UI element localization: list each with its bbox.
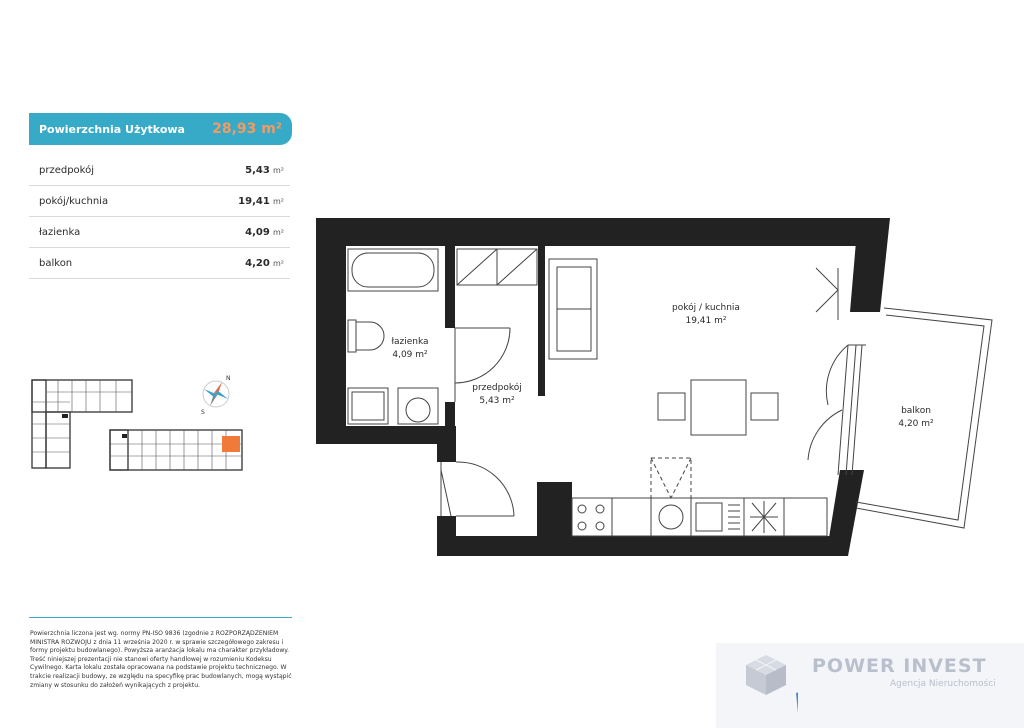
label-name: łazienka — [391, 337, 429, 347]
label-name: pokój / kuchnia — [672, 303, 740, 313]
label-area: 19,41 m² — [685, 316, 727, 326]
washing-machine — [348, 388, 388, 424]
room-name: łazienka — [39, 226, 81, 238]
room-list — [29, 155, 290, 279]
compass-south: S — [201, 409, 205, 416]
sink — [398, 388, 438, 424]
room-area: 5,43 — [245, 164, 270, 176]
power-invest-logo-icon — [734, 649, 798, 721]
room-area: 4,20 — [245, 257, 270, 269]
wardrobe — [457, 249, 537, 285]
usable-area-label: Powierzchnia Użytkowa — [39, 122, 185, 136]
room-row-balcony — [29, 248, 290, 279]
room-name: przedpokój — [39, 164, 95, 176]
bathtub — [348, 249, 438, 291]
room-unit: m² — [273, 165, 284, 175]
room-area: 19,41 — [238, 195, 270, 207]
room-unit: m² — [273, 196, 284, 206]
sofa — [549, 259, 597, 359]
room-unit: m² — [273, 227, 284, 237]
plan-label-bathroom — [380, 336, 440, 362]
walls — [316, 218, 890, 556]
kitchen-sink — [696, 503, 740, 531]
watermark-title: POWER INVEST — [812, 655, 987, 677]
watermark-subtitle: Agencja Nieruchomości — [890, 679, 996, 689]
plan-label-balcony — [886, 405, 946, 431]
dining-table — [658, 380, 778, 435]
room-name: balkon — [39, 257, 73, 269]
room-unit: m² — [273, 258, 284, 268]
label-name: balkon — [901, 406, 931, 416]
disclaimer-text: Powierzchnia liczona jest wg. normy PN-ISO 9836 (zgodnie z ROZPORZĄDZENIEM MINISTRA ROZWOJU z dnia 11 września 2020 r. w sprawie szczegółowego zakresu i formy projektu budowlanego). Powyższa aranżacja lokalu ma charakter przykładowy. Treść niniejszej prezentacji nie stanowi oferty handlowej w rozumieniu Kodeksu Cywilnego. Karta lokalu została opracowana na podstawie projektu technicznego. W trakcie realizacji budowy, ze względu na specyfikę prac budowlanych, mogą wystąpić zmiany w stosunku do założeń wynikających z projektu. — [30, 630, 292, 689]
living-window — [816, 268, 838, 320]
room-area: 4,09 — [245, 226, 270, 238]
plan-label-hall — [466, 382, 528, 408]
room-row-living — [29, 186, 290, 217]
plan-label-living — [660, 302, 752, 328]
kitchen-counter — [572, 498, 827, 536]
compass-north: N — [226, 375, 231, 382]
unit-highlight — [222, 436, 240, 452]
room-name: pokój/kuchnia — [39, 195, 109, 207]
disclaimer-divider — [29, 617, 292, 618]
room-row-hall — [29, 155, 290, 186]
label-area: 4,20 m² — [898, 419, 934, 429]
label-area: 5,43 m² — [479, 396, 515, 406]
dishwasher — [659, 505, 683, 529]
room-row-bathroom — [29, 217, 290, 248]
balcony-door — [808, 345, 866, 475]
cooktop — [578, 505, 604, 530]
fridge — [651, 458, 691, 498]
label-name: przedpokój — [472, 383, 522, 393]
entrance-door — [441, 462, 514, 516]
label-area: 4,09 m² — [392, 350, 428, 360]
watermark — [716, 643, 1024, 728]
usable-area-value: 28,93 m² — [212, 121, 282, 137]
toilet — [348, 320, 384, 352]
floor-plan — [300, 205, 1010, 565]
usable-area-header — [29, 113, 292, 145]
extractor — [750, 501, 778, 533]
compass-icon — [195, 372, 239, 416]
